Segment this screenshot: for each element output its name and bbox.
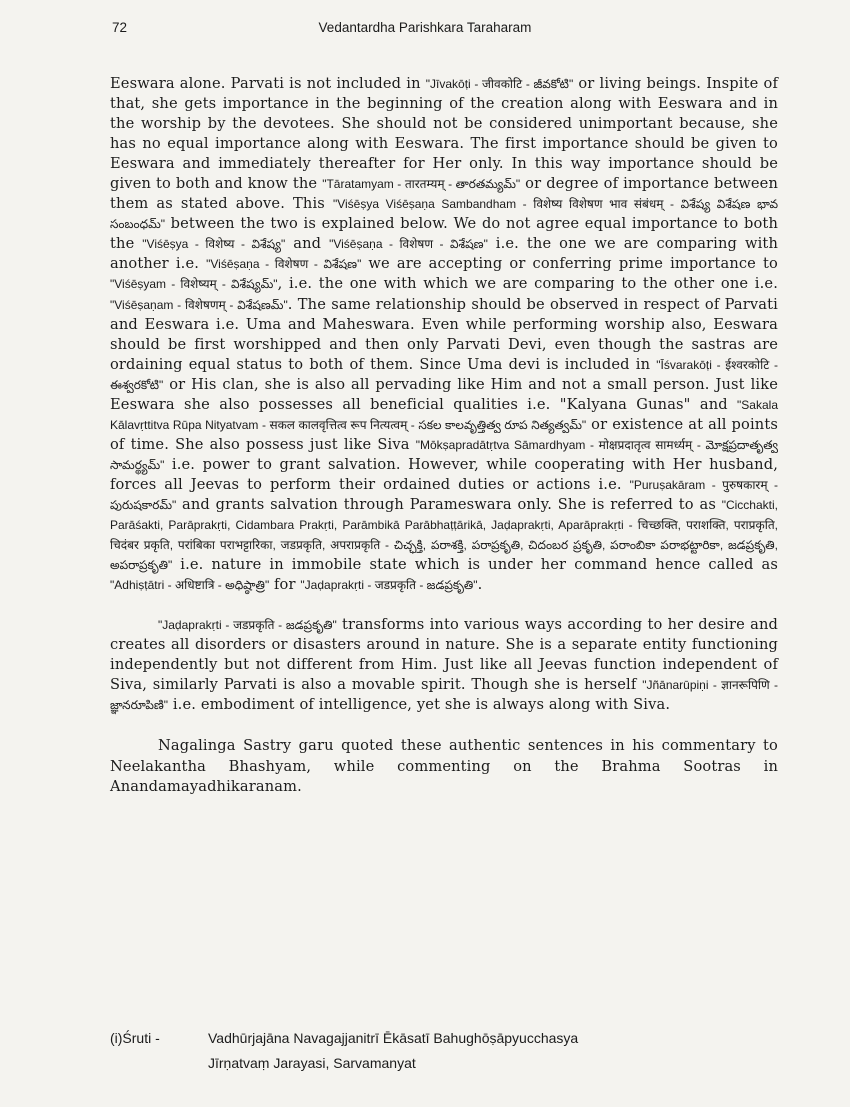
paragraph-1-text: . The same relationship should be observed in respect of Parvati and Eeswara i.e. Uma and Maheswara. Even while performing worship also, Eeswara should be first worshipped and then only Parvati Devi, even though the sastras are ordaining equal status to both of them. Since Uma devi is included in [110, 295, 778, 373]
term-purusakaram: "Puruṣakāram - पुरुषकारम् - పురుషకారమ్" [110, 477, 778, 512]
term-visesya: "Viśēṣya - विशेष्य - విశేష్య" [142, 237, 286, 252]
term-moksapradatrtva: "Mōkṣapradātṛtva Sāmardhyam - मोक्षप्रदातृत्व सामर्ध्यम् - మోక్షప్రదాతృత్వ సామర్థ్యమ్" [110, 437, 779, 472]
citation-line: Vadhūrjajāna Navagajjanitrī Ēkāsatī Bahughōṣāpyucchasya [208, 1030, 579, 1046]
paragraph-1-text: i.e. the one we are comparing with another i.e. [110, 235, 778, 273]
paragraph-1-text: i.e. power to grant salvation. However, while cooperating with Her husband, forces all Jeevas to perform their ordained duties or actions i.e. [110, 455, 778, 493]
paragraph-2 [110, 615, 778, 715]
paragraph-1-text: . [477, 576, 483, 594]
paragraph-1-text: or His clan, she is also all pervading like Him and not a small person. Just like Eeswara she also possesses all beneficial qualities i.e. "Kalyana Gunas" and [110, 375, 778, 413]
paragraph-2-text: transforms into various ways according to her desire and creates all disorders or disasters around in nature. She is a separate entity functioning independently but not different from Him. Just like all Jeevas function independent of Siva, similarly Parvati is also a movable spirit. Though she is herself [110, 616, 778, 694]
term-adhistatri: "Adhiṣṭātri - अधिष्टात्रि - అధిష్ఠాత్రి" [110, 578, 270, 593]
citation-line: Jīrṇatvaṃ Jarayasi, Sarvamanyat [208, 1055, 416, 1071]
term-jadaprakrti: "Jaḍaprakṛti - जडप्रकृति - జడప్రకృతి" [300, 578, 478, 593]
paragraph-1 [110, 74, 778, 595]
term-visesya-visesana-sambandham: "Viśēṣya Viśēṣaṇa Sambandham - विशेष्य विशेषण भाव संबंधम् - విశేష్య విశేషణ భావ సంబంధమ్" [110, 197, 778, 232]
paragraph-1-text: i.e. nature in immobile state which is under her command hence called as [172, 556, 778, 574]
term-visesana: "Viśēṣaṇa - विशेषण - విశేషణ" [329, 237, 488, 252]
paragraph-1-text: and [285, 235, 330, 253]
paragraph-2-text: i.e. embodiment of intelligence, yet she is always along with Siva. [168, 696, 671, 714]
term-visesyam: "Viśēṣyam - विशेष्यम् - విశేష్యమ్" [110, 277, 278, 292]
paragraph-1-text: or degree of importance between them as stated above. This [110, 175, 779, 213]
term-visesana: "Viśēṣaṇa - विशेषण - విశేషణ" [206, 257, 362, 272]
term-visesanam: "Viśēṣaṇam - विशेषणम् - విశేషణమ్" [110, 297, 288, 312]
paragraph-1-text: or existence at all points of time. She also possess just like Siva [110, 415, 779, 453]
term-isvarakoti: "Īśvarakōṭi - ईश्वरकोटि - ఈశ్వరకోటి" [110, 357, 778, 392]
paragraph-1-text: or living beings. Inspite of that, she gets importance in the beginning of the creation along with Eeswara and in the worship by the devotees. She should not be considered unimportant because, she has no equal importance along with Eeswara. The first importance should be given to Eeswara and immediately thereafter for Her only. In this way importance should be given to both and know the [110, 75, 779, 193]
running-title: Vedantardha Parishkara Taraharam [318, 20, 532, 35]
paragraph-3-text: Nagalinga Sastry garu quoted these authentic sentences in his commentary to Neelakantha Bhashyam, while commenting on the Brahma Sootras in Anandamayadhikaranam. [110, 737, 778, 795]
page-header [0, 18, 850, 40]
paragraph-1-text: between the two is explained below. We do not agree equal importance to both the [110, 215, 778, 253]
paragraph-1-text: and grants salvation through Parameswara only. She is referred to as [176, 495, 722, 513]
body-text [110, 74, 778, 797]
term-taratamyam: "Tāratamyam - तारतम्यम् - తారతమ్యమ్" [322, 177, 521, 192]
paragraph-1-text: we are accepting or conferring prime importance to [361, 255, 778, 273]
paragraph-1-text: Eeswara alone. Parvati is not included in [110, 75, 426, 92]
paragraph-1-text: , i.e. the one with which we are comparing to the other one i.e. [277, 275, 778, 293]
term-sakala-kalavrttitva: "Sakala Kālavṛttitva Rūpa Nityatvam - सकल कालवृत्तित्व रूप नित्यत्वम् - సకల కాలవృత్తిత్వ రూప నిత్యత్వమ్" [110, 397, 778, 432]
paragraph-1-text: for [269, 576, 301, 594]
term-jnanarupini: "Jñānarūpiṇi - ज्ञानरूपिणि - జ్ఞానరూపిణి" [110, 678, 778, 713]
paragraph-3 [110, 736, 778, 796]
term-jadaprakrti: "Jaḍaprakṛti - जडप्रकृति - జడప్రకృతి" [158, 618, 337, 633]
citation-label: (i)Śruti - [110, 1030, 160, 1046]
term-cicchakti-list: "Cicchakti, Parāśakti, Parāprakṛti, Cidambara Prakṛti, Parāmbikā Parābhaṭṭārikā, Jaḍaprakṛti, Aparāprakṛti - चिच्छक्ति, पराशक्ति, पराप्रकृति, चिदंबर प्रकृति, परांबिका पराभट्टारिका, जडप्रकृति, अपराप्रकृति - చిచ్ఛక్తి, పరాశక్తి, పరాప్రకృతి, చిదంబర ప్రకృతి, పరాంబికా పరాభట్టారికా, జడప్రకృతి, అపరాప్రకృతి" [110, 497, 778, 573]
page-number: 72 [112, 20, 128, 35]
term-jivakoti: "Jīvakōṭi - जीवकोटि - జీవకోటి" [425, 77, 574, 91]
